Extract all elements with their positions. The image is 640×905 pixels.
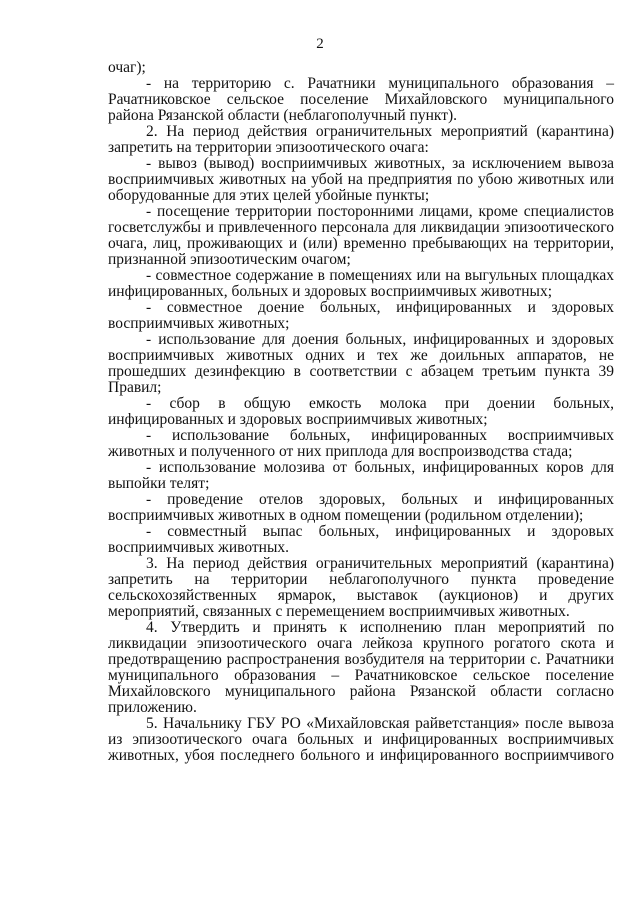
paragraph-item-milking-equipment: - использование для доения больных, инфицированных и здоровых восприимчивых животных одних и тех же доильных аппаратов, не прошедших дезинфекцию в соответствии с абзацем третьим пункта 39 Правил;	[108, 331, 614, 396]
paragraph-item-colostrum: - использование молозива от больных, инфицированных коров для выпойки телят;	[108, 459, 614, 492]
paragraph-item-visits: - посещение территории посторонними лицами, кроме специалистов госветслужбы и привлеченного персонала для ликвидации эпизоотического очага, лиц, проживающих и (или) временно пребывающих на территории, признанной эпизоотическим очагом;	[108, 203, 614, 268]
paragraph-clause-5: 5. Начальнику ГБУ РО «Михайловская райветстанция» после вывоза из эпизоотического очага больных и инфицированных восприимчивых животных, убоя последнего больного и инфицированного восприимчивого	[108, 715, 614, 764]
paragraph-clause-3: 3. На период действия ограничительных мероприятий (карантина) запретить на территории неблагополучного пункта проведение сельскохозяйственных ярмарок, выставок (аукционов) и других мероприятий, связанных с перемещением восприимчивых животных.	[108, 555, 614, 620]
paragraph-clause-2: 2. На период действия ограничительных мероприятий (карантина) запретить на территории эпизоотического очага:	[108, 123, 614, 156]
paragraph-item-export: - вывоз (вывод) восприимчивых животных, за исключением вывоза восприимчивых животных на убой на предприятия по убою животных или оборудованные для этих целей убойные пункты;	[108, 155, 614, 204]
paragraph-item-territory: - на территорию с. Рачатники муниципального образования – Рачатниковское сельское поселение Михайловского муниципального района Рязанской области (неблагополучный пункт).	[108, 75, 614, 124]
paragraph-item-joint-milking: - совместное доение больных, инфицированных и здоровых восприимчивых животных;	[108, 299, 614, 332]
paragraph-item-joint-keeping: - совместное содержание в помещениях или на выгульных площадках инфицированных, больных и здоровых восприимчивых животных;	[108, 267, 614, 300]
paragraph-continuation: очаг);	[108, 59, 146, 76]
paragraph-clause-4: 4. Утвердить и принять к исполнению план мероприятий по ликвидации эпизоотического очага лейкоза крупного рогатого скота и предотвращению распространения возбудителя на территории с. Рачатники муниципального образования – Рачатниковское сельское поселение Михайловского муниципального района Рязанской области согласно приложению.	[108, 619, 614, 716]
paragraph-item-milk-collection: - сбор в общую емкость молока при доении больных, инфицированных и здоровых восприимчивых животных;	[108, 395, 614, 428]
paragraph-item-grazing: - совместный выпас больных, инфицированных и здоровых восприимчивых животных.	[108, 523, 614, 556]
paragraph-item-calving: - проведение отелов здоровых, больных и инфицированных восприимчивых животных в одном помещении (родильном отделении);	[108, 491, 614, 524]
page-number: 2	[316, 36, 324, 52]
paragraph-item-breeding: - использование больных, инфицированных восприимчивых животных и полученного от них приплода для воспроизводства стада;	[108, 427, 614, 460]
document-body	[108, 60, 614, 764]
